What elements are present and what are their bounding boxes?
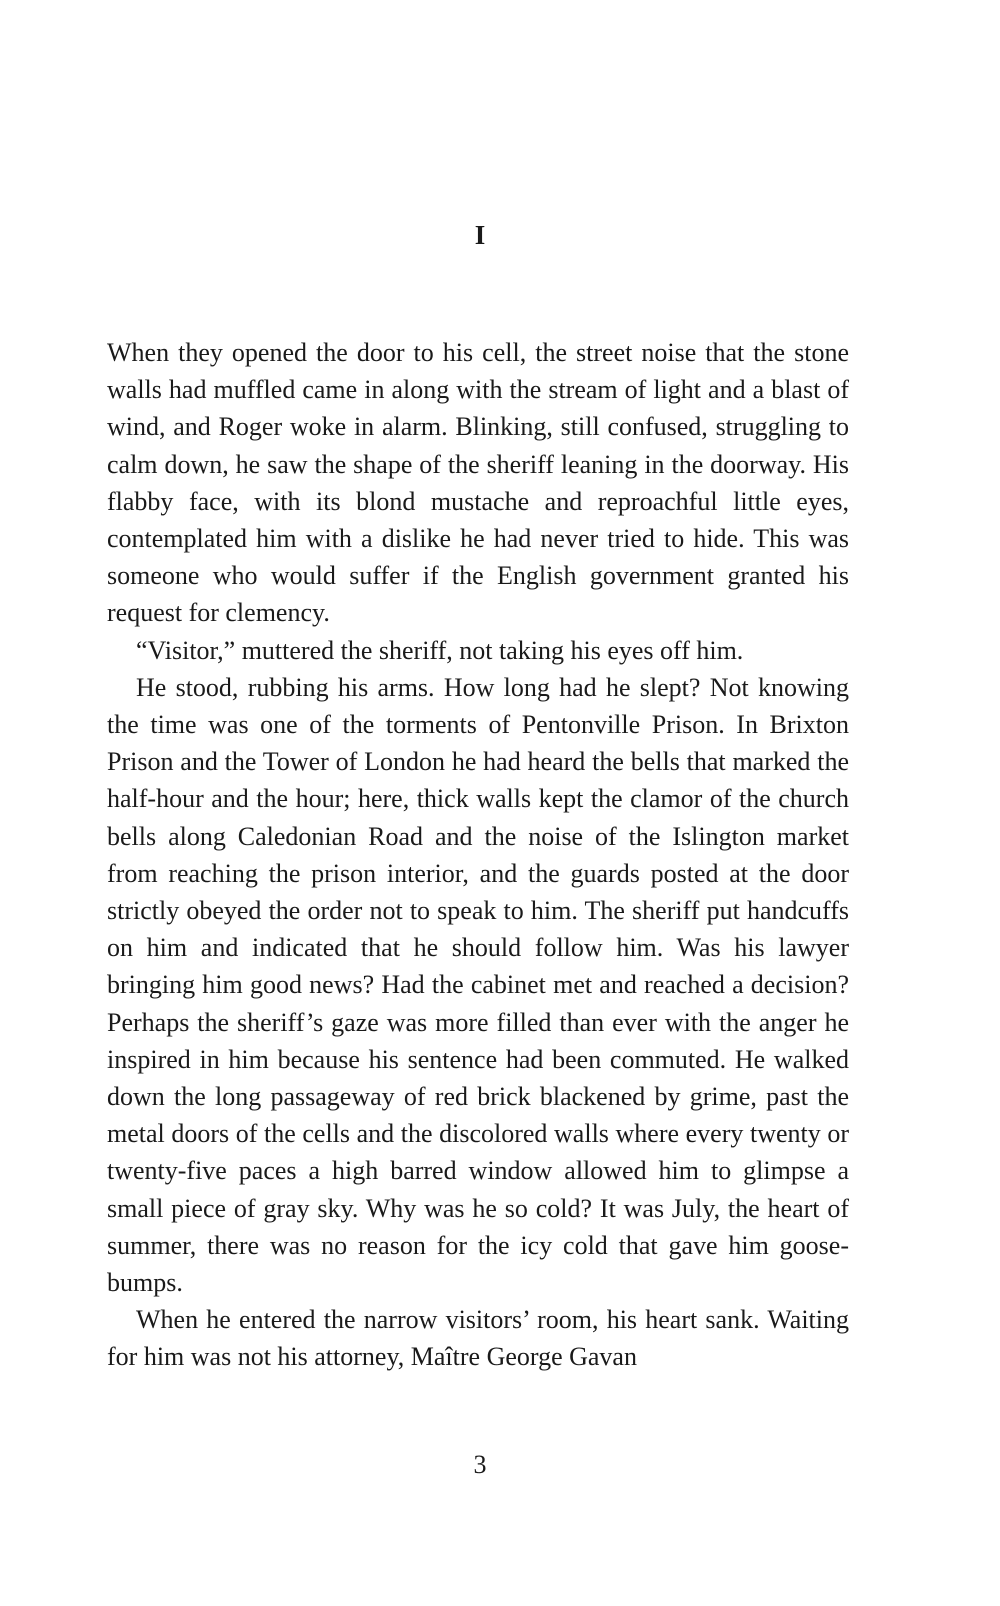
paragraph: When they opened the door to his cell, the street noise that the stone walls had muffled came in along with the stream of light and a blast of wind, and Roger woke in alarm. Blinking, still confused, struggling to calm down, he saw the shape of the sheriff leaning in the doorway. His flabby face, with its blond mustache and reproachful little eyes, contemplated him with a dislike he had never tried to hide. This was someone who would suffer if the English government granted his request for clemency. [107,338,849,628]
chapter-number: I [474,220,486,250]
page-number: 3 [473,1450,487,1479]
paragraph: When he entered the narrow visitors’ room, his heart sank. Waiting for him was not his attorney, Maître George Gavan [107,1305,849,1372]
body-text [107,334,849,1376]
paragraph: “Visitor,” muttered the sheriff, not taking his eyes off him. [136,635,744,665]
paragraph: He stood, rubbing his arms. How long had he slept? Not knowing the time was one of the torments of Pentonville Prison. In Brixton Prison and the Tower of London he had heard the bells that marked the half-hour and the hour; here, thick walls kept the clamor of the church bells along Caledonian Road and the noise of the Islington market from reaching the prison interior, and the guards posted at the door strictly obeyed the order not to speak to him. The sheriff put handcuffs on him and indicated that he should follow him. Was his lawyer bringing him good news? Had the cabinet met and reached a decision? Perhaps the sheriff’s gaze was more filled than ever with the anger he inspired in him because his sentence had been commuted. He walked down the long passageway of red brick blackened by grime, past the metal doors of the cells and the discolored walls where every twenty or twenty-five paces a high barred window allowed him to glimpse a small piece of gray sky. Why was he so cold? It was July, the heart of summer, there was no reason for the icy cold that gave him goose-bumps. [107,672,849,1298]
